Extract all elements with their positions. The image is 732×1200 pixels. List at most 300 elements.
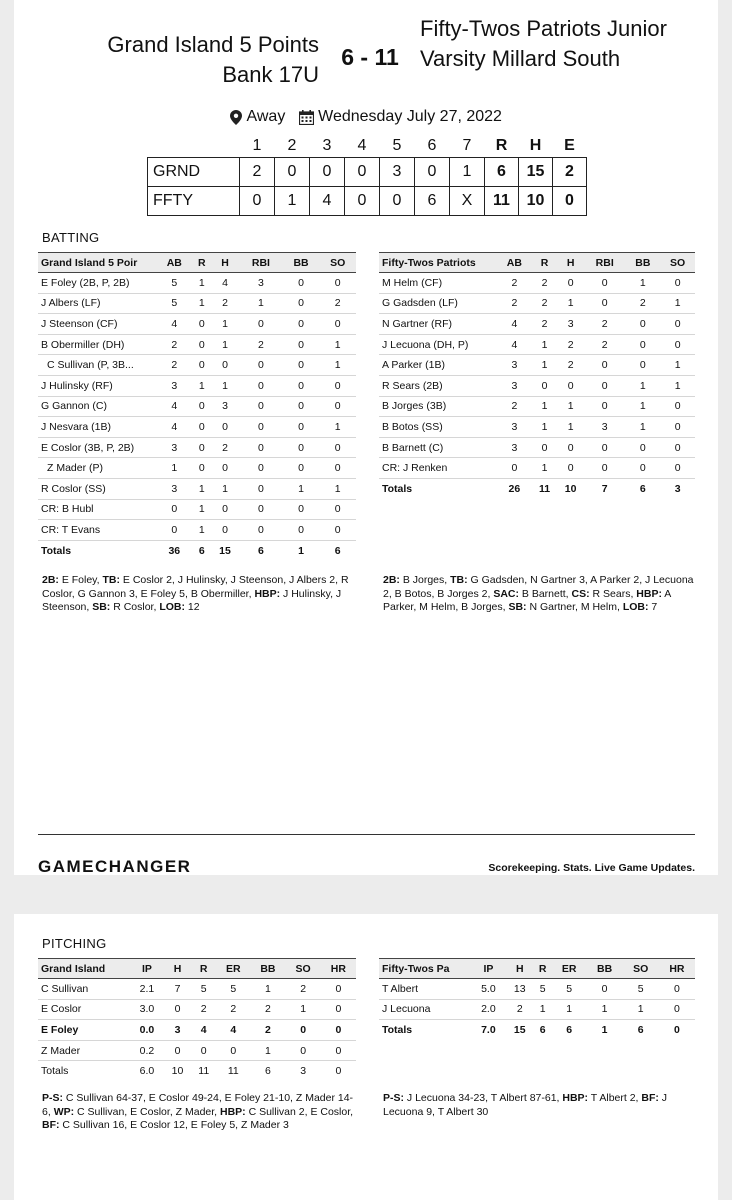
stat-cell: 1 xyxy=(587,999,623,1020)
stat-cell: 5 xyxy=(534,979,552,1000)
table-row xyxy=(38,478,356,499)
total-runs: 11 xyxy=(485,186,519,215)
total-runs: 6 xyxy=(485,157,519,186)
stat-cell: 1 xyxy=(319,478,356,499)
stat-cell: 2 xyxy=(532,273,557,294)
column-header: H xyxy=(211,253,239,273)
stat-cell: 0 xyxy=(283,520,320,541)
total-cell: 3 xyxy=(300,1065,307,1078)
note-label: SB: xyxy=(508,601,527,613)
player-name: Z Mader xyxy=(38,1040,130,1061)
stat-cell: 0 xyxy=(660,396,695,417)
stat-cell: 3 xyxy=(497,355,532,376)
stat-cell: 0 xyxy=(659,999,695,1020)
table-row xyxy=(379,437,695,458)
stat-cell: 0 xyxy=(625,355,660,376)
stat-cell: 0 xyxy=(584,355,625,376)
total-cell: 10 xyxy=(564,482,577,495)
note-text: C Sullivan 2, E Coslor, xyxy=(245,1105,354,1118)
note-text: E Foley, xyxy=(58,574,103,586)
player-name: CR: B Hubl xyxy=(38,499,156,520)
stat-cell: 2 xyxy=(239,334,283,355)
stat-cell: 1 xyxy=(532,355,557,376)
note-text: B Jorges, xyxy=(399,574,451,586)
table-row xyxy=(38,999,356,1020)
player-name: C Sullivan (P, 3B... xyxy=(38,355,156,376)
home-team-name: Grand Island 5 Points Bank 17U xyxy=(107,32,319,87)
stat-cell: 1 xyxy=(625,396,660,417)
stat-cell: 3 xyxy=(156,437,193,458)
column-header: HR xyxy=(659,959,695,979)
totals-label: Totals xyxy=(382,482,413,495)
stat-cell: 2 xyxy=(211,293,239,314)
stat-cell: 0 xyxy=(625,334,660,355)
stat-cell: 0 xyxy=(239,478,283,499)
table-row xyxy=(38,355,356,376)
table-row xyxy=(38,1020,356,1041)
stat-cell: 0 xyxy=(211,499,239,520)
stat-cell: 3 xyxy=(164,1020,191,1041)
stat-cell: 0 xyxy=(211,520,239,541)
stat-cell: 1 xyxy=(193,499,211,520)
player-name: J Lecuona (DH, P) xyxy=(379,334,497,355)
team-header: Fifty-Twos Pa xyxy=(379,959,471,979)
table-row xyxy=(38,417,356,438)
note-label: SB: xyxy=(92,601,111,613)
stat-cell: 1 xyxy=(532,458,557,479)
table-row xyxy=(38,273,356,294)
location-pin-icon xyxy=(230,110,242,125)
stat-cell: 0 xyxy=(156,499,193,520)
total-cell: 7.0 xyxy=(481,1024,496,1037)
stat-cell: 1 xyxy=(625,273,660,294)
player-name: J Steenson (CF) xyxy=(38,314,156,335)
stat-cell: 2 xyxy=(532,314,557,335)
stat-cell: 1 xyxy=(193,520,211,541)
note-label: TB: xyxy=(102,574,120,586)
stat-cell: 4 xyxy=(156,314,193,335)
stat-cell: 1 xyxy=(319,417,356,438)
inning-header: 5 xyxy=(392,136,402,154)
note-text: E Coslor 2, J Hulinsky, J Steenson, J Albers 2, R Coslor, G Gannon 3, E Foley 5, B Obermiller, xyxy=(42,574,349,600)
stat-cell: 0 xyxy=(239,314,283,335)
stat-cell: 0 xyxy=(587,979,623,1000)
errors-header: E xyxy=(564,136,575,154)
stat-cell: 1 xyxy=(211,334,239,355)
stat-cell: 4 xyxy=(216,1020,250,1041)
stat-cell: 0 xyxy=(319,396,356,417)
stat-cell: 2 xyxy=(216,999,250,1020)
column-header: RBI xyxy=(239,253,283,273)
stat-cell: 1 xyxy=(239,293,283,314)
stat-cell: 0 xyxy=(584,375,625,396)
linescore-team: FFTY xyxy=(148,186,240,215)
stat-cell: 0 xyxy=(193,417,211,438)
total-cell: 6 xyxy=(539,1024,546,1037)
total-cell: 3 xyxy=(674,482,681,495)
note-text: B Barnett, xyxy=(518,587,572,600)
stat-cell: 0 xyxy=(239,437,283,458)
player-name: C Sullivan xyxy=(38,979,130,1000)
note-label: 2B: xyxy=(383,574,400,586)
stat-cell: 0 xyxy=(239,375,283,396)
pitching-section-label: PITCHING xyxy=(42,936,107,951)
game-date: Wednesday July 27, 2022 xyxy=(318,108,502,125)
stat-cell: 5 xyxy=(156,293,193,314)
note-text: R Sears, xyxy=(589,587,637,600)
stat-cell: 2 xyxy=(250,999,285,1020)
total-hits: 10 xyxy=(519,186,553,215)
total-cell: 6 xyxy=(258,544,264,557)
inning-runs: 3 xyxy=(380,157,415,186)
stat-cell: 0 xyxy=(191,1040,216,1061)
stat-cell: 0 xyxy=(625,437,660,458)
stat-cell: 2 xyxy=(584,314,625,335)
player-name: CR: T Evans xyxy=(38,520,156,541)
stat-cell: 2 xyxy=(584,334,625,355)
final-score: 6 - 11 xyxy=(341,44,399,70)
player-name: Z Mader (P) xyxy=(38,458,156,479)
stat-cell: 4 xyxy=(497,334,532,355)
player-name: R Coslor (SS) xyxy=(38,478,156,499)
total-cell: 6 xyxy=(639,482,646,495)
stat-cell: 0 xyxy=(283,396,320,417)
stat-cell: 1 xyxy=(552,999,587,1020)
stat-cell: 0 xyxy=(319,437,356,458)
player-name: J Lecuona xyxy=(379,999,471,1020)
stat-cell: 2 xyxy=(506,999,534,1020)
pitching-notes-away xyxy=(383,1092,695,1119)
stat-cell: 0 xyxy=(625,314,660,335)
stat-cell: 0 xyxy=(660,273,695,294)
column-header: SO xyxy=(660,253,695,273)
stat-cell: 0 xyxy=(659,979,695,1000)
player-name: M Helm (CF) xyxy=(379,273,497,294)
total-cell: 36 xyxy=(168,544,181,557)
game-location: Away xyxy=(246,108,286,125)
stat-cell: 0 xyxy=(557,375,584,396)
inning-header: 7 xyxy=(462,136,472,154)
stat-cell: 0 xyxy=(319,375,356,396)
totals-label: Totals xyxy=(41,1065,69,1078)
note-label: HBP: xyxy=(636,587,662,600)
stat-cell: 2 xyxy=(319,293,356,314)
footer-tagline: Scorekeeping. Stats. Live Game Updates. xyxy=(488,862,695,874)
stat-cell: 0 xyxy=(239,355,283,376)
scorebook-page-2 xyxy=(14,914,718,1200)
stat-cell: 3 xyxy=(584,417,625,438)
player-name: G Gadsden (LF) xyxy=(379,293,497,314)
note-label: SAC: xyxy=(493,587,519,600)
total-cell: 6 xyxy=(334,544,341,557)
stat-cell: 13 xyxy=(506,979,534,1000)
stat-cell: 3 xyxy=(156,375,193,396)
stat-cell: 0 xyxy=(497,458,532,479)
player-name: N Gartner (RF) xyxy=(379,314,497,335)
stat-cell: 0 xyxy=(286,1020,321,1041)
inning-runs: 1 xyxy=(450,157,485,186)
total-cell: 11 xyxy=(227,1065,239,1078)
total-cell: 1 xyxy=(601,1024,608,1037)
totals-row xyxy=(379,1020,695,1041)
linescore-row-away xyxy=(148,186,587,215)
totals-row xyxy=(38,540,356,561)
table-row xyxy=(38,1040,356,1061)
totals-row xyxy=(379,478,695,499)
note-text: 7 xyxy=(648,601,658,613)
stat-cell: 0 xyxy=(216,1040,250,1061)
stat-cell: 4 xyxy=(211,273,239,294)
table-header-row xyxy=(379,253,695,273)
stat-cell: 0 xyxy=(660,417,695,438)
stat-cell: 0 xyxy=(321,1020,356,1041)
table-header-row xyxy=(38,959,356,979)
team-header: Fifty-Twos Patriots xyxy=(379,253,497,273)
stat-cell: 0 xyxy=(584,273,625,294)
batting-notes-away xyxy=(383,574,695,615)
player-name: B Obermiller (DH) xyxy=(38,334,156,355)
stat-cell: 4 xyxy=(156,396,193,417)
column-header: IP xyxy=(130,959,164,979)
column-header: ER xyxy=(552,959,587,979)
stat-cell: 2 xyxy=(286,979,321,1000)
stat-cell: 0 xyxy=(283,375,320,396)
stat-cell: 0 xyxy=(321,979,356,1000)
note-text: C Sullivan, E Coslor, Z Mader, xyxy=(74,1105,220,1118)
player-name: B Botos (SS) xyxy=(379,417,497,438)
player-name: B Barnett (C) xyxy=(379,437,497,458)
inning-runs: 0 xyxy=(415,157,450,186)
scorebook-page-1 xyxy=(14,0,718,875)
stat-cell: 2 xyxy=(156,355,193,376)
table-row xyxy=(379,458,695,479)
player-name: E Foley (2B, P, 2B) xyxy=(38,273,156,294)
inning-header: 2 xyxy=(287,136,297,154)
total-errors: 0 xyxy=(553,186,587,215)
note-label: LOB: xyxy=(159,601,185,613)
pitching-table-away xyxy=(379,958,695,1040)
stat-cell: 1 xyxy=(250,1040,285,1061)
stat-cell: 0 xyxy=(283,437,320,458)
stat-cell: 0 xyxy=(584,293,625,314)
stat-cell: 3 xyxy=(497,375,532,396)
stat-cell: 2 xyxy=(497,293,532,314)
team-header: Grand Island 5 Poir xyxy=(38,253,156,273)
footer-divider xyxy=(38,834,695,835)
column-header: SO xyxy=(286,959,321,979)
calendar-icon xyxy=(299,110,314,125)
stat-cell: 3 xyxy=(156,478,193,499)
note-text: 12 xyxy=(184,601,200,613)
column-header: R xyxy=(193,253,211,273)
column-header: ER xyxy=(216,959,250,979)
note-label: P-S: xyxy=(42,1092,63,1104)
total-cell: 15 xyxy=(219,544,231,557)
stat-cell: 1 xyxy=(286,999,321,1020)
total-cell: 10 xyxy=(171,1065,184,1078)
stat-cell: 1 xyxy=(623,999,659,1020)
stat-cell: 5 xyxy=(623,979,659,1000)
total-cell: 0 xyxy=(335,1065,342,1078)
table-row xyxy=(38,520,356,541)
column-header: BB xyxy=(283,253,320,273)
stat-cell: 2 xyxy=(532,293,557,314)
table-row xyxy=(379,375,695,396)
inning-runs: X xyxy=(450,186,485,215)
stat-cell: 0.0 xyxy=(130,1020,164,1041)
stat-cell: 0 xyxy=(319,458,356,479)
stat-cell: 2 xyxy=(211,437,239,458)
column-header: AB xyxy=(497,253,532,273)
inning-header: 6 xyxy=(427,136,437,154)
stat-cell: 3 xyxy=(239,273,283,294)
note-label: LOB: xyxy=(622,601,649,613)
total-hits: 15 xyxy=(519,157,553,186)
stat-cell: 3 xyxy=(497,417,532,438)
batting-notes-home xyxy=(42,574,354,615)
stat-cell: 1 xyxy=(193,375,211,396)
note-label: BF: xyxy=(42,1119,60,1131)
runs-header: R xyxy=(495,136,508,154)
stat-cell: 0 xyxy=(193,334,211,355)
stat-cell: 0 xyxy=(239,458,283,479)
note-label: HBP: xyxy=(254,587,281,600)
note-label: HBP: xyxy=(562,1092,589,1104)
stat-cell: 5.0 xyxy=(471,979,506,1000)
inning-header: 1 xyxy=(252,136,262,154)
stat-cell: 2 xyxy=(557,355,584,376)
column-header: H xyxy=(557,253,584,273)
note-label: BF: xyxy=(641,1092,659,1104)
stat-cell: 1 xyxy=(557,293,584,314)
stat-cell: 0 xyxy=(164,1040,191,1061)
stat-cell: 7 xyxy=(164,979,191,1000)
stat-cell: 0 xyxy=(193,437,211,458)
stat-cell: 0 xyxy=(211,355,239,376)
linescore-table xyxy=(147,135,587,216)
stat-cell: 0 xyxy=(239,417,283,438)
stat-cell: 0 xyxy=(532,437,557,458)
inning-runs: 0 xyxy=(345,186,380,215)
gamechanger-logo: GAMECHANGER xyxy=(38,857,192,876)
stat-cell: 0 xyxy=(283,458,320,479)
stat-cell: 0 xyxy=(193,314,211,335)
table-row xyxy=(38,293,356,314)
column-header: BB xyxy=(625,253,660,273)
table-row xyxy=(379,334,695,355)
stat-cell: 0 xyxy=(557,437,584,458)
inning-runs: 1 xyxy=(275,186,310,215)
column-header: RBI xyxy=(584,253,625,273)
stat-cell: 1 xyxy=(557,417,584,438)
stat-cell: 3 xyxy=(497,437,532,458)
note-label: CS: xyxy=(571,587,590,600)
batting-section-label: BATTING xyxy=(42,230,100,245)
stat-cell: 1 xyxy=(532,334,557,355)
stat-cell: 0 xyxy=(319,520,356,541)
stat-cell: 0 xyxy=(239,499,283,520)
hits-header: H xyxy=(529,136,542,154)
column-header: R xyxy=(191,959,216,979)
stat-cell: 1 xyxy=(557,396,584,417)
total-cell: 7 xyxy=(601,482,608,495)
stat-cell: 5 xyxy=(191,979,216,1000)
stat-cell: 0 xyxy=(660,314,695,335)
table-row xyxy=(38,499,356,520)
inning-header: 4 xyxy=(357,136,367,154)
note-label: P-S: xyxy=(383,1092,404,1104)
note-text: R Coslor, xyxy=(110,601,160,613)
stat-cell: 0.2 xyxy=(130,1040,164,1061)
note-text: J Hulinsky, J Steenson, xyxy=(42,587,342,613)
total-cell: 6 xyxy=(264,1065,271,1078)
total-cell: 6 xyxy=(198,544,205,557)
stat-cell: 0 xyxy=(319,314,356,335)
stat-cell: 0 xyxy=(584,437,625,458)
stat-cell: 1 xyxy=(156,458,193,479)
total-cell: 0 xyxy=(673,1024,680,1037)
column-header: SO xyxy=(319,253,356,273)
stat-cell: 4 xyxy=(191,1020,216,1041)
stat-cell: 2.1 xyxy=(130,979,164,1000)
linescore-row-home xyxy=(148,157,587,186)
linescore-team: GRND xyxy=(148,157,240,186)
total-cell: 26 xyxy=(508,482,521,495)
inning-runs: 0 xyxy=(310,157,345,186)
total-cell: 6 xyxy=(566,1024,573,1037)
stat-cell: 1 xyxy=(660,375,695,396)
note-text: N Gartner, M Helm, xyxy=(526,601,623,613)
stat-cell: 3.0 xyxy=(130,999,164,1020)
stat-cell: 2 xyxy=(625,293,660,314)
stat-cell: 0 xyxy=(283,417,320,438)
total-cell: 6 xyxy=(637,1024,644,1037)
stat-cell: 1 xyxy=(532,396,557,417)
inning-header: 3 xyxy=(322,136,332,154)
table-row xyxy=(38,334,356,355)
player-name: J Albers (LF) xyxy=(38,293,156,314)
away-team-name: Fifty-Twos Patriots Junior Varsity Millard South xyxy=(420,16,667,71)
player-name: A Parker (1B) xyxy=(379,355,497,376)
stat-cell: 0 xyxy=(625,458,660,479)
player-name: R Sears (2B) xyxy=(379,375,497,396)
note-label: 2B: xyxy=(42,574,59,586)
pitching-notes-home xyxy=(42,1092,356,1133)
player-name: E Coslor (3B, P, 2B) xyxy=(38,437,156,458)
total-cell: 11 xyxy=(538,482,551,495)
totals-row xyxy=(38,1061,356,1082)
inning-runs: 0 xyxy=(240,186,275,215)
stat-cell: 2 xyxy=(497,273,532,294)
column-header: R xyxy=(534,959,552,979)
stat-cell: 0 xyxy=(532,375,557,396)
table-row xyxy=(38,437,356,458)
note-label: HBP: xyxy=(220,1105,246,1118)
stat-cell: 0 xyxy=(660,437,695,458)
totals-label: Totals xyxy=(382,1024,413,1037)
stat-cell: 0 xyxy=(239,520,283,541)
table-row xyxy=(379,396,695,417)
stat-cell: 0 xyxy=(321,1040,356,1061)
stat-cell: 0 xyxy=(164,999,191,1020)
player-name: CR: J Renken xyxy=(379,458,497,479)
stat-cell: 2.0 xyxy=(471,999,506,1020)
note-label: TB: xyxy=(450,574,468,586)
column-header: BB xyxy=(250,959,285,979)
inning-runs: 0 xyxy=(380,186,415,215)
stat-cell: 1 xyxy=(211,478,239,499)
table-row xyxy=(379,293,695,314)
